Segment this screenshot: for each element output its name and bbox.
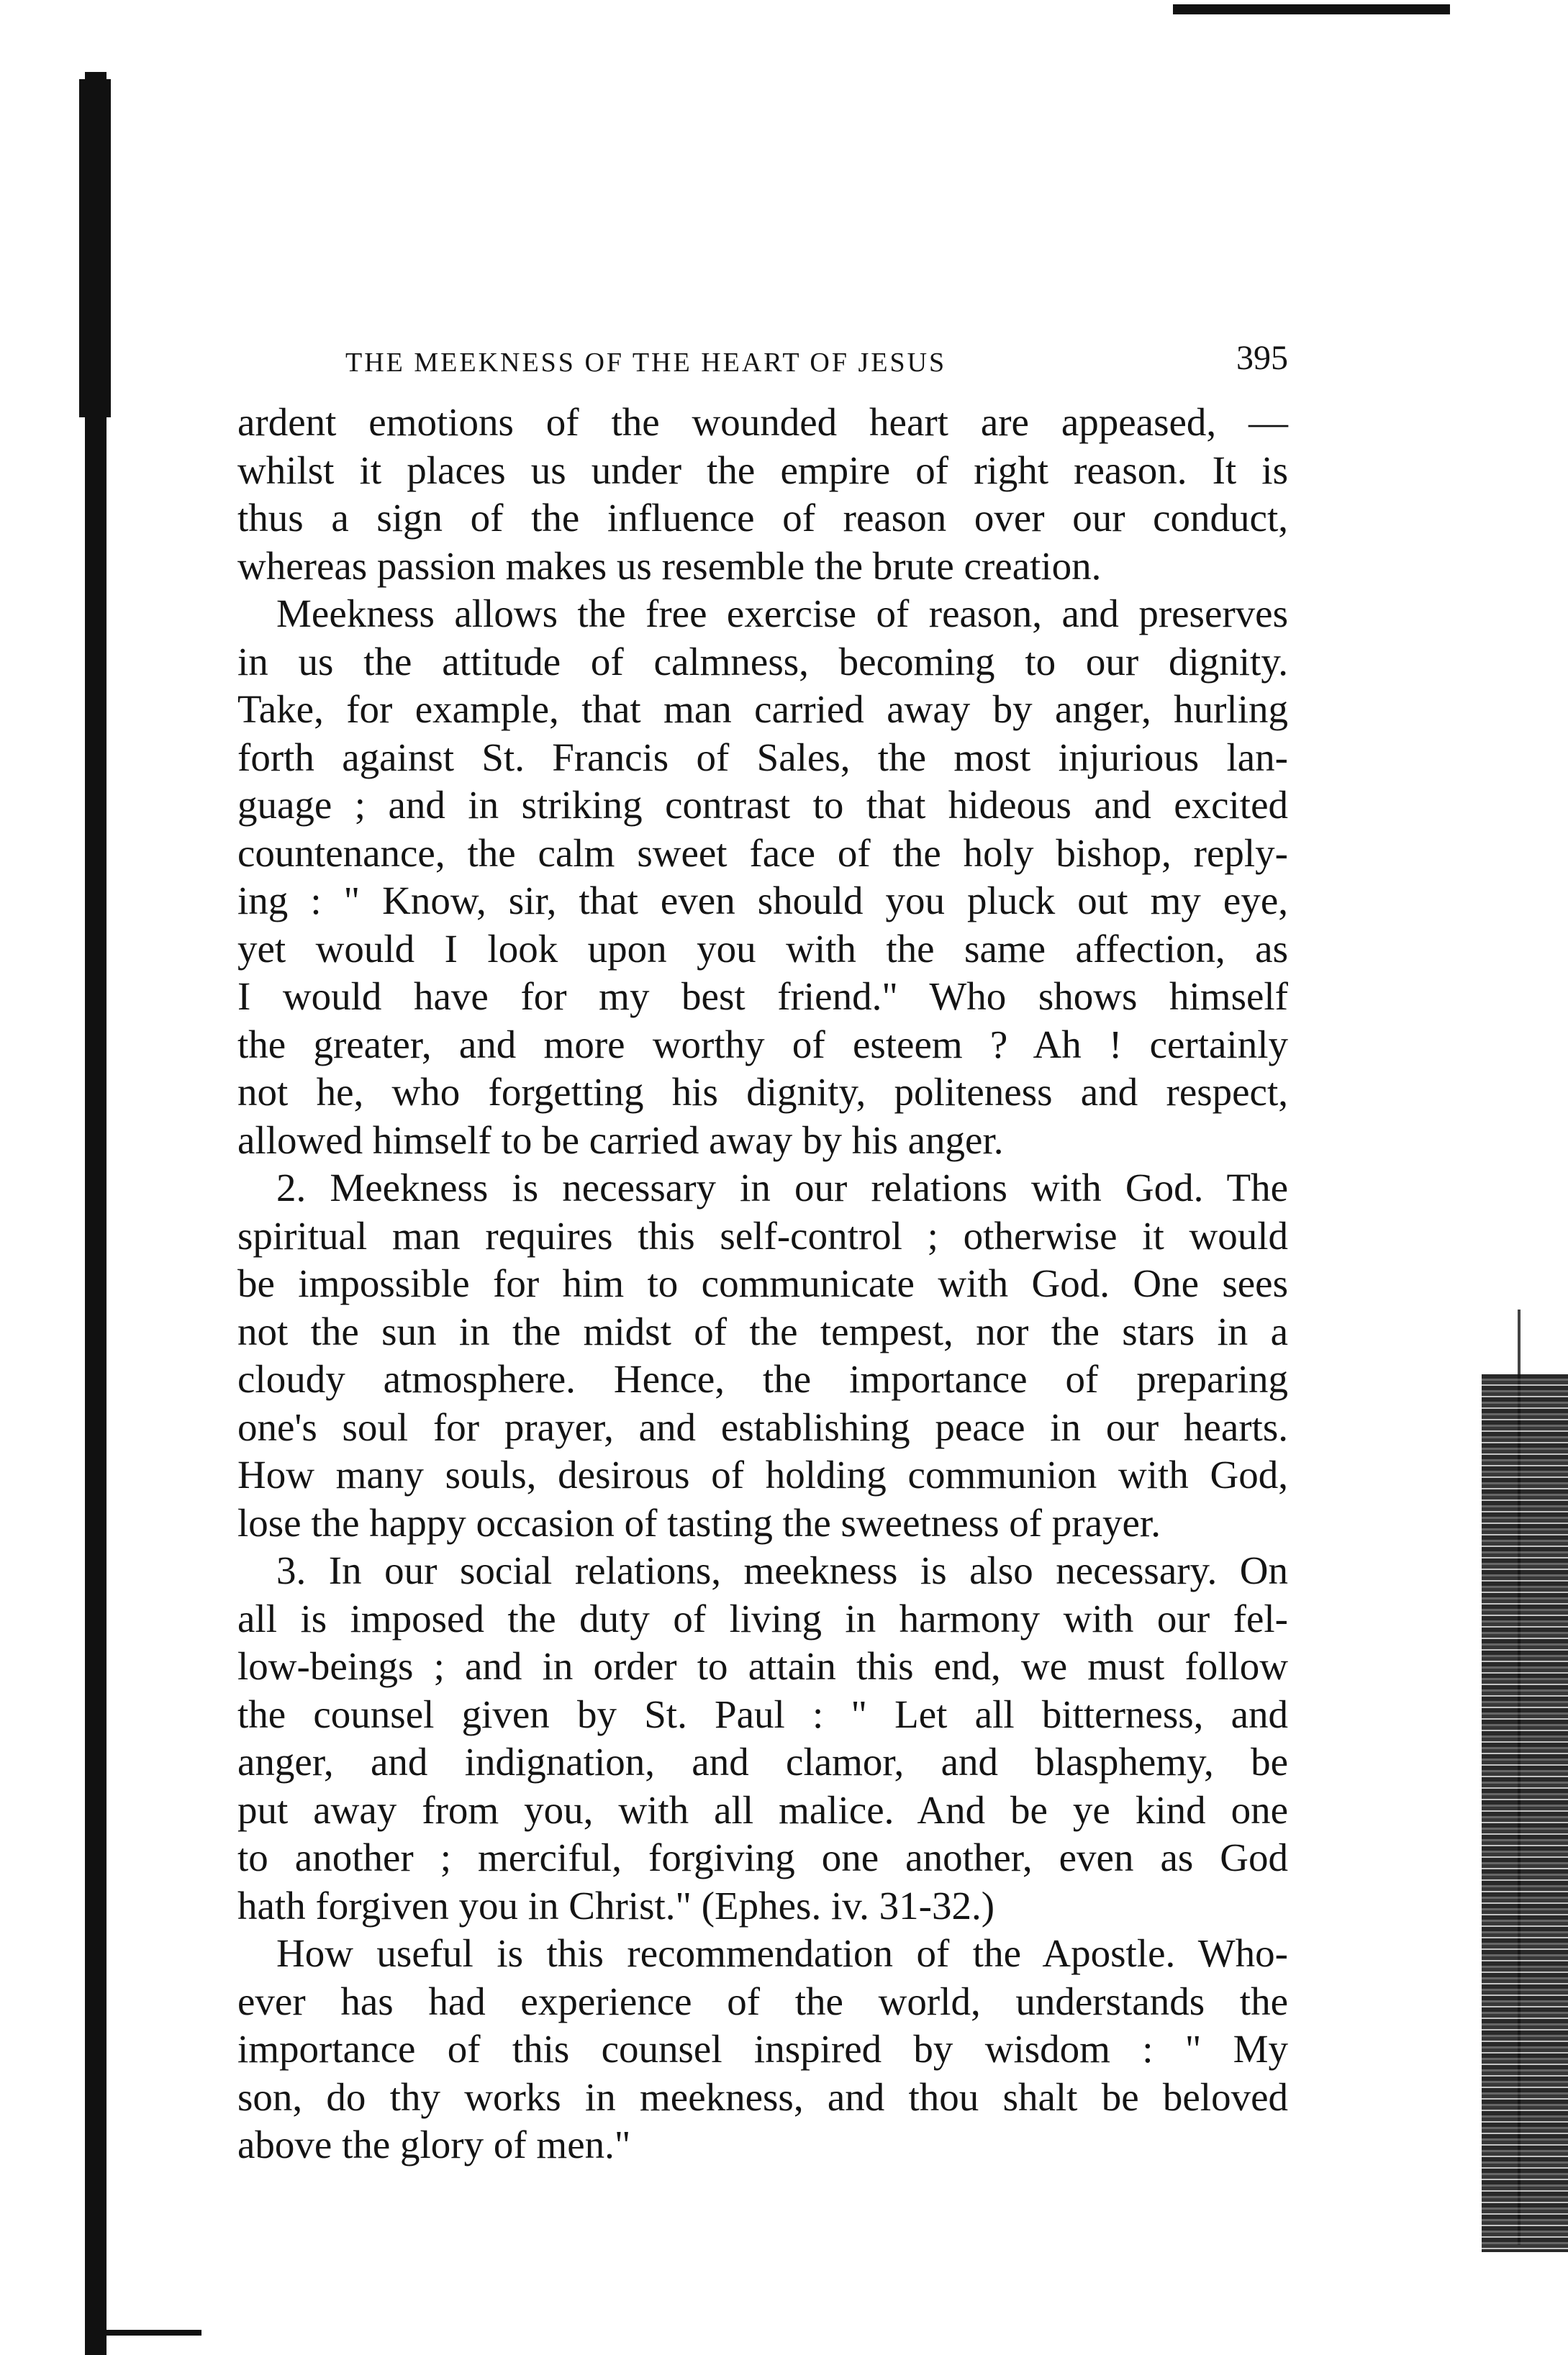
text-line: whilst it places us under the empire of right reason. It is <box>237 448 1288 492</box>
running-head <box>237 331 1288 381</box>
text-line: hath forgiven you in Christ." (Ephes. iv. 31-32.) <box>237 1883 995 1928</box>
text-line: put away from you, with all malice. And be ye kind one <box>237 1787 1288 1832</box>
text-line: all is imposed the duty of living in harmony with our fel- <box>237 1596 1288 1641</box>
body-text <box>237 399 1288 2169</box>
text-line: guage ; and in striking contrast to that hideous and excited <box>237 783 1288 827</box>
text-line: one's soul for prayer, and establishing peace in our hearts. <box>237 1405 1288 1449</box>
text-line: above the glory of men." <box>237 2123 631 2166</box>
text-line: in us the attitude of calmness, becoming to our dignity. <box>237 639 1288 684</box>
scan-edge-left <box>85 72 107 2355</box>
text-line: ever has had experience of the world, understands the <box>237 1979 1288 2023</box>
paragraph <box>237 399 1288 590</box>
paragraph <box>237 1547 1288 1930</box>
text-line: the counsel given by St. Paul : " Let all bitterness, and <box>237 1692 1288 1736</box>
text-line: whereas passion makes us resemble the brute creation. <box>237 543 1102 588</box>
text-line: I would have for my best friend." Who shows himself <box>237 974 1288 1018</box>
text-line: lose the happy occasion of tasting the sweetness of prayer. <box>237 1500 1161 1545</box>
scan-edge-right <box>1482 1374 1568 2252</box>
text-line: not he, who forgetting his dignity, politeness and respect, <box>237 1070 1288 1114</box>
page-number: 395 <box>1236 339 1288 377</box>
paragraph <box>237 590 1288 1164</box>
text-line: son, do thy works in meekness, and thou shalt be beloved <box>237 2074 1288 2119</box>
text-line: Meekness allows the free exercise of reason, and preserves <box>276 591 1288 635</box>
text-line: the greater, and more worthy of esteem ? Ah ! certainly <box>237 1022 1288 1066</box>
text-line: countenance, the calm sweet face of the holy bishop, reply- <box>237 830 1288 875</box>
text-line: not the sun in the midst of the tempest, nor the stars in a <box>237 1309 1288 1353</box>
text-line: low-beings ; and in order to attain this end, we must follow <box>237 1644 1288 1688</box>
text-line: thus a sign of the influence of reason over our conduct, <box>237 496 1288 540</box>
text-line: How useful is this recommendation of the Apostle. Who- <box>276 1931 1288 1975</box>
text-line: 2. Meekness is necessary in our relations with God. The <box>276 1166 1288 1210</box>
text-line: spiritual man requires this self-control ; otherwise it would <box>237 1213 1288 1258</box>
text-line: allowed himself to be carried away by his anger. <box>237 1117 1004 1162</box>
text-line: Take, for example, that man carried away by anger, hurling <box>237 687 1288 731</box>
text-line: ing : " Know, sir, that even should you pluck out my eye, <box>237 879 1288 922</box>
text-line: anger, and indignation, and clamor, and blasphemy, be <box>237 1740 1288 1784</box>
scan-edge-top <box>1173 4 1450 14</box>
paragraph <box>237 1930 1288 2169</box>
text-line: How many souls, desirous of holding communion with God, <box>237 1453 1288 1497</box>
text-line: importance of this counsel inspired by wisdom : " My <box>237 2027 1288 2071</box>
scan-edge-left-foot <box>101 2330 201 2336</box>
running-title: THE MEEKNESS OF THE HEART OF JESUS <box>345 348 947 378</box>
text-line: 3. In our social relations, meekness is also necessary. On <box>276 1548 1288 1592</box>
text-line: be impossible for him to communicate with God. One sees <box>237 1261 1288 1305</box>
book-page <box>237 331 1288 2169</box>
text-line: ardent emotions of the wounded heart are appeased, — <box>237 400 1288 444</box>
text-line: cloudy atmosphere. Hence, the importance of preparing <box>237 1357 1288 1401</box>
paragraph <box>237 1164 1288 1547</box>
text-line: yet would I look upon you with the same affection, as <box>237 926 1288 971</box>
text-line: to another ; merciful, forgiving one another, even as God <box>237 1836 1288 1879</box>
text-line: forth against St. Francis of Sales, the most injurious lan- <box>237 735 1288 779</box>
